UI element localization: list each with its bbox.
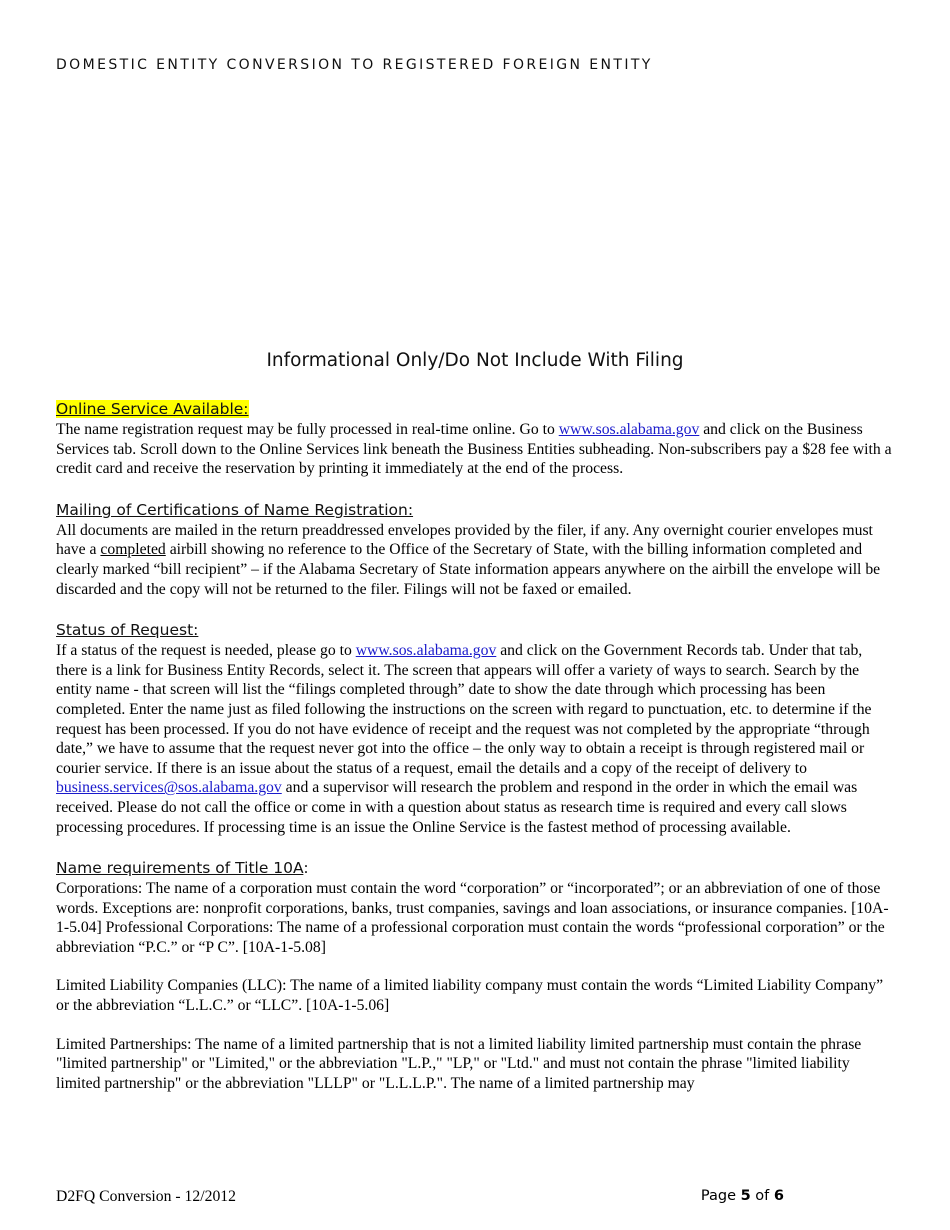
sos-website-link[interactable]: www.sos.alabama.gov bbox=[558, 421, 700, 438]
online-service-heading: Online Service Available: bbox=[56, 400, 249, 418]
page-header: DOMESTIC ENTITY CONVERSION TO REGISTERED FOREIGN ENTITY bbox=[56, 57, 653, 73]
status-heading: Status of Request: bbox=[56, 621, 199, 640]
notice-title: Informational Only/Do Not Include With Filing bbox=[266, 350, 684, 371]
form-id: D2FQ Conversion - 12/2012 bbox=[56, 1188, 236, 1205]
llc-paragraph: Limited Liability Companies (LLC): The name of a limited liability company must contain the words “Limited Liability Company” or the abbreviation “L.L.C.” or “LLC”. [10A-1-5.06] bbox=[56, 977, 884, 1015]
status-paragraph: If a status of the request is needed, please go to www.sos.alabama.gov and click on the Government Records tab. Under that tab, there is a link for Business Entity Records, select it. The screen that appears will offer a variety of ways to search. Search by the entity name - that screen will list the “filings completed through” date to show the date through which processing has been completed. Enter the name just as filed following the instructions on the screen with regard to punctuation, etc. to determine if the request has been processed. If you do not have evidence of receipt and the request was not completed by the appropriate “through date,” we have to assume that the request never got into the office – the only way to obtain a receipt is through registered mail or courier service. If there is an issue about the status of a request, email the details and a copy of the receipt of delivery to business.services@sos.alabama.gov and a supervisor will research the problem and respond in the order in which the email was received. Please do not call the office or come in with a question about status as research time is required and every call slows processing procedures. If processing time is an issue the Online Service is the fastest method of processing available. bbox=[56, 642, 872, 836]
limited-partnerships-paragraph: Limited Partnerships: The name of a limited partnership that is not a limited liability limited partnership must contain the phrase "limited partnership" or "Limited," or the abbreviation "L.P.," "LP," or "Ltd." and must not contain the phrase "limited liability limited partnership" or the abbreviation "LLLP" or "L.L.L.P.". The name of a limited partnership may bbox=[56, 1035, 862, 1092]
mailing-paragraph: All documents are mailed in the return preaddressed envelopes provided by the filer, if any. Any overnight courier envelopes must have a completed airbill showing no reference to the Office of the Secretary of State, with the billing information completed and clearly marked “bill recipient” – if the Alabama Secretary of State information appears anywhere on the airbill the envelope will be discarded and the copy will not be returned to the filer. Filings will not be faxed or emailed. bbox=[56, 521, 881, 598]
corporations-paragraph: Corporations: The name of a corporation must contain the word “corporation” or “incorporated”; or an abbreviation of one of those words. Exceptions are: nonprofit corporations, banks, trust companies, savings and loan associations, or insurance companies. [10A-1-5.04] Professional Corporations: The name of a professional corporation must contain the words “professional corporation” or the abbreviation “P.C.” or “P C”. [10A-1-5.08] bbox=[56, 880, 889, 956]
online-service-paragraph: The name registration request may be fully processed in real-time online. Go to www.sos.alabama.gov and click on the Business Services tab. Scroll down to the Online Services link beneath the Business Entities subheading. Non-subscribers pay a $28 fee with a credit card and receive the reservation by printing it immediately at the end of the process. bbox=[56, 421, 892, 478]
page-number: Page 5 of 6 bbox=[700, 1188, 784, 1204]
sos-website-link[interactable]: www.sos.alabama.gov bbox=[355, 642, 497, 660]
name-requirements-heading: Name requirements of Title 10A: bbox=[56, 859, 309, 878]
document-body bbox=[56, 399, 892, 1114]
business-services-email-link[interactable]: business.services@sos.alabama.gov bbox=[56, 779, 282, 797]
mailing-heading: Mailing of Certifications of Name Registration: bbox=[56, 500, 414, 519]
